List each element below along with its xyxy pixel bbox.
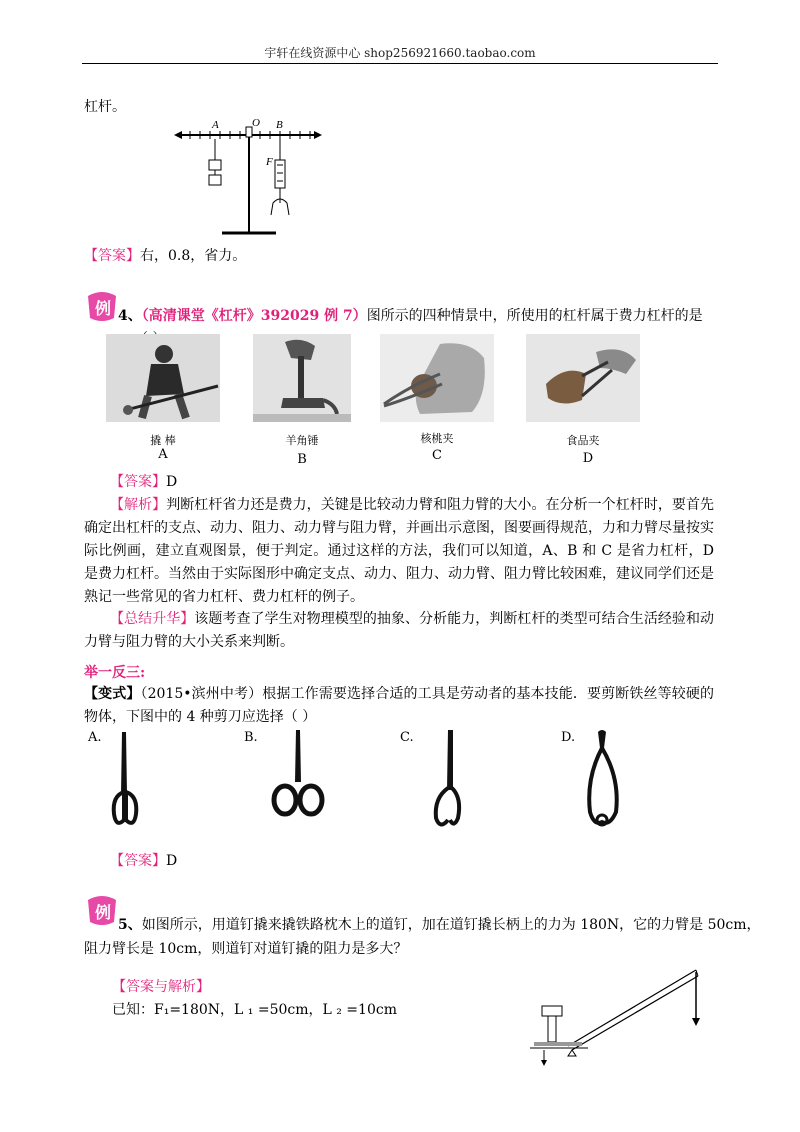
label-c: C: [432, 448, 442, 463]
label-d: D: [582, 451, 594, 466]
analysis-tag: 【解析】: [110, 497, 167, 513]
label-f: F: [266, 156, 273, 168]
label-o: O: [252, 117, 260, 129]
label-b: B: [276, 119, 283, 131]
variant-tag: 【变式】: [84, 686, 141, 702]
q5-stem-text-1: 如图所示，用道钉撬来撬铁路枕木上的道钉，加在道钉撬长柄上的力为 180N，它的力臂是 50cm，: [141, 917, 761, 933]
q4-summary: [84, 608, 714, 654]
answer-tag: 【答案】: [110, 474, 166, 490]
photo-crowbar: [106, 334, 220, 422]
q5-number: 5、: [118, 917, 142, 933]
q5-stem-line1: [118, 914, 761, 937]
page-header: 宇轩在线资源中心 shop256921660.taobao.com: [264, 46, 536, 60]
q4-answer: [110, 471, 177, 494]
photo-claw-hammer: [253, 334, 351, 422]
scissors-d-icon: [582, 728, 624, 830]
summary-text: 该题考查了学生对物理模型的抽象、分析能力，判断杠杆的类型可结合生活经验和动力臂与阻力臂的大小关系来判断。: [84, 611, 715, 650]
badge-text: 例: [95, 299, 112, 318]
caption-c: 核桃夹: [420, 432, 454, 445]
example-badge-icon: [84, 290, 120, 324]
summary-tag: 【总结升华】: [110, 611, 195, 627]
label-a: A: [212, 119, 219, 131]
header-rule: [82, 63, 718, 64]
q4-stem-text: 图所示的四种情景中，所使用的杠杆属于费力杠杆的是: [366, 308, 703, 324]
practice-variant: [84, 683, 714, 729]
scissors-c-icon: [428, 728, 468, 832]
label-b: B: [297, 452, 307, 467]
practice-heading: 举一反三:: [84, 665, 146, 681]
scissors-b-icon: [270, 728, 326, 820]
photo-nutcracker: [380, 334, 494, 422]
q4-source: （高清课堂《杠杆》392029 例 7）: [141, 308, 367, 324]
caption-a: 撬 棒: [150, 434, 176, 447]
q5-answer-tag: 【答案与解析】: [112, 979, 210, 995]
photo-food-tongs: [526, 334, 640, 422]
answer-text: 右，0.8，省力。: [140, 248, 247, 264]
caption-b: 羊角锤: [285, 434, 319, 447]
track-spike-lever-diagram: [528, 962, 718, 1070]
q3-tail-text: 杠杆。: [84, 99, 126, 115]
scissors-a-icon: [108, 730, 142, 830]
answer-tag: 【答案】: [110, 853, 166, 869]
q5-known: 已知：F₁=180N，L ₁ =50cm，L ₂ =10cm: [112, 1002, 397, 1018]
q4-number: 4、: [118, 308, 142, 324]
label-a: A: [158, 447, 168, 462]
lever-stand-diagram: [170, 115, 330, 240]
analysis-text: 判断杠杆省力还是费力，关键是比较动力臂和阻力臂的大小。在分析一个杠杆时，要首先确定出杠杆的支点、动力、阻力、动力臂与阻力臂，并画出示意图，图要画得规范，力和力臂尽量按实际比例画，建立直观图景，便于判定。通过这样的方法，我们可以知道，A、B 和 C 是省力杠杆，D 是费力杠杆。当然由于实际图形中确定支点、动力、阻力、动力臂、阻力臂比较困难，建议同学们还是熟记一些常见的省力杠杆、费力杠杆的例子。: [84, 497, 715, 605]
practice-answer: [110, 850, 177, 873]
option-d: D.: [561, 730, 576, 745]
q5-stem-line2: 阻力臂长是 10cm，则道钉对道钉撬的阻力是多大？: [84, 941, 408, 957]
answer-tag: 【答案】: [84, 248, 140, 264]
q4-analysis: [84, 494, 714, 609]
option-c: C.: [400, 730, 414, 745]
answer-text: D: [166, 853, 178, 869]
badge-text: 例: [95, 903, 112, 922]
caption-d: 食品夹: [566, 434, 600, 447]
example-badge-icon: [84, 894, 120, 928]
option-a: A.: [88, 730, 102, 745]
option-b: B.: [244, 730, 258, 745]
answer-text: D: [166, 474, 178, 490]
q3-answer: [84, 245, 246, 268]
variant-text: （2015•滨州中考）根据工作需要选择合适的工具是劳动者的基本技能．要剪断铁丝等较硬的物体，下图中的 4 种剪刀应选择（ ）: [84, 686, 715, 725]
